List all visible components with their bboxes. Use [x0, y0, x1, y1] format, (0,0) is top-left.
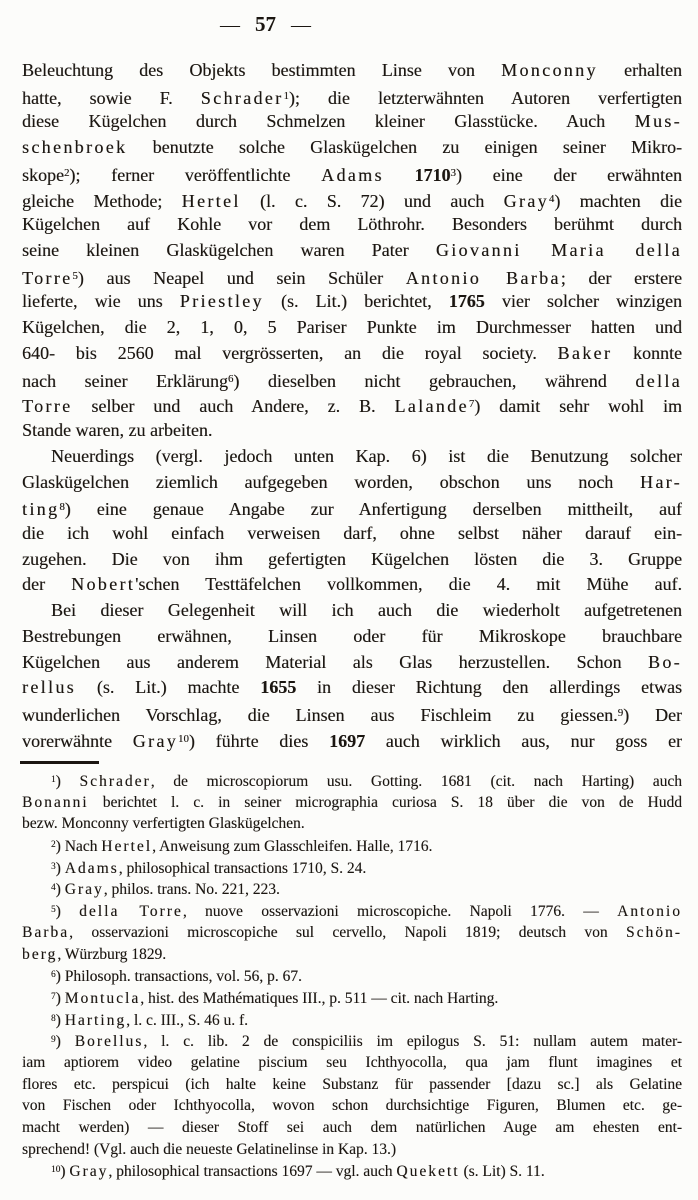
text-run: der: [22, 574, 72, 595]
text-run: ); ferner veröffentlichte: [69, 164, 322, 185]
footnote-marker: 4: [548, 192, 555, 205]
paragraph: [22, 987, 682, 1009]
text-line: [22, 624, 682, 650]
text-run: Hertel: [101, 838, 153, 856]
text-run: , hist. des Mathématiques III., p. 511 — cit. nach Harting.: [140, 990, 499, 1008]
text-run: , philosophical transactions 1697 — vgl. auch: [108, 1163, 397, 1181]
footnote-line: [22, 900, 682, 922]
text-run: Priestley: [179, 291, 264, 312]
text-run: , Würzburg 1829.: [57, 945, 167, 963]
text-line: [22, 238, 682, 264]
footnote-marker: 9: [617, 706, 624, 719]
text-line: [22, 212, 682, 238]
text-run: Gray: [132, 730, 179, 751]
footnote-marker: 4: [51, 883, 56, 894]
text-run: Monconny: [501, 60, 598, 80]
text-run: ) eine der erwähnten: [455, 164, 682, 185]
text-run: benutzte solche Glaskügelchen zu einigen seiner Mikro-: [127, 137, 682, 158]
footnote-marker: 3: [51, 861, 56, 872]
text-line: [22, 341, 682, 367]
text-run: diese Kügelchen durch Schmelzen kleiner Glasstücke. Auch: [22, 111, 635, 132]
footnote-line: [22, 1160, 682, 1182]
text-line: [22, 264, 682, 290]
text-run: ); die letzterwähnten Autoren verfertigten: [288, 87, 682, 108]
text-run: nach seiner Erklärung: [22, 370, 228, 391]
footnote-line: [22, 835, 682, 857]
paragraph: [22, 1030, 682, 1160]
footnote-marker: 6: [51, 970, 56, 981]
text-run: Torre: [22, 267, 73, 288]
text-run: lieferte, wie uns: [22, 291, 180, 312]
text-run: selber und auch Andere, z. B.: [72, 396, 395, 417]
page-header: [22, 12, 682, 37]
footnote-marker: 10: [178, 732, 189, 745]
text-run: ) aus Neapel und sein Schüler: [77, 267, 406, 288]
text-run: skope: [22, 164, 64, 185]
footnote-marker: 2: [51, 840, 56, 851]
text-run: bezw. Monconny verfertigten Glaskügelchen.: [22, 815, 305, 833]
text-run: ) damit sehr wohl im: [474, 396, 682, 417]
text-line: [22, 444, 682, 470]
body-text: [22, 58, 682, 752]
text-line: [22, 187, 682, 213]
text-run: ): [55, 773, 80, 791]
text-run: ): [55, 1011, 65, 1029]
text-run: , philosophical transactions 1710, S. 24.: [118, 859, 367, 877]
text-run: flores etc. perspicui (ich halte keine Substanz für passender [dazu sc.] als Gelatine: [22, 1075, 682, 1093]
footnote-marker: 8: [59, 501, 65, 514]
text-run: 640- bis 2560 mal vergrösserten, an die royal society.: [22, 342, 558, 363]
text-run: Gray: [64, 881, 104, 899]
paragraph: [22, 1160, 682, 1182]
text-line: [22, 418, 682, 444]
text-run: Nobert: [71, 574, 136, 595]
footnote-marker: 9: [51, 1035, 56, 1046]
text-run: vier solcher winzigen: [484, 291, 682, 312]
text-run: Stande waren, zu arbeiten.: [22, 420, 213, 441]
paragraph: [22, 58, 682, 444]
paragraph: [22, 598, 682, 752]
text-run: iam aptiorem video gelatine piscium seu Ichthyocolla, qua jam flunt imagines et: [22, 1053, 682, 1071]
text-run: ) führte dies: [188, 730, 330, 751]
text-run: ): [55, 881, 65, 899]
footnote-marker: 7: [51, 991, 56, 1002]
footnote-line: [22, 878, 682, 900]
footnote-line: [22, 792, 682, 814]
text-line: [22, 470, 682, 496]
text-run: Kügelchen, die 2, 1, 0, 5 Pariser Punkte im Durchmesser hatten und: [22, 317, 682, 338]
header-dash-right: —: [291, 14, 311, 36]
text-run: sprechend! (Vgl. auch die neueste Gelatinelinse in Kap. 13.): [22, 1140, 397, 1158]
footnote-line: [22, 1030, 682, 1052]
text-run: schenbroek: [22, 137, 128, 158]
text-line: [22, 727, 682, 753]
text-run: [384, 165, 415, 185]
text-run: Bestrebungen erwähnen, Linsen oder für Mikroskope brauchbare: [22, 625, 682, 646]
text-run: die ich wohl einfach verweisen darf, ohne selbst näher darauf ein-: [22, 522, 682, 543]
text-line: [22, 109, 682, 135]
text-run: macht werden) — dieser Stoff sei auch dem natürlichen Auge am ehesten ent-: [22, 1119, 682, 1136]
text-line: [22, 701, 682, 727]
text-run: 1655: [260, 677, 297, 698]
footnote-line: [22, 1052, 682, 1074]
header-dash-left: —: [220, 14, 240, 36]
text-line: [22, 547, 682, 573]
text-run: Adams: [321, 164, 384, 185]
text-run: Barba: [22, 923, 70, 941]
text-run: Antonio: [617, 903, 682, 921]
text-run: ) Philosoph. transactions, vol. 56, p. 67.: [55, 968, 302, 986]
text-run: Harting: [64, 1011, 127, 1029]
paragraph: [22, 965, 682, 987]
text-run: Torre: [22, 396, 73, 417]
text-line: [22, 367, 682, 393]
text-run: Bo-: [647, 651, 682, 672]
text-line: [22, 58, 682, 84]
text-run: seine kleinen Glaskügelchen waren Pater: [22, 240, 436, 261]
text-run: Bonanni: [22, 793, 89, 811]
footnote-marker: 1: [51, 775, 56, 785]
text-run: Glaskügelchen ziemlich aufgegeben worden, obschon uns noch: [22, 471, 641, 492]
paragraph: [22, 857, 682, 879]
text-line: [22, 392, 682, 418]
footnote-line: [22, 944, 682, 966]
footnote-marker: 7: [468, 398, 475, 411]
footnote-marker: 2: [64, 166, 70, 179]
text-run: Beleuchtung des Objekts bestimmten Linse von: [22, 60, 502, 80]
text-line: [22, 598, 682, 624]
text-run: Kügelchen aus anderem Material als Glas herzustellen. Schon: [22, 651, 648, 672]
text-run: , osservazioni microscopiche sul cervello, Napoli 1819; deutsch von: [69, 923, 626, 941]
text-run: zugehen. Die von ihm gefertigten Kügelchen lösten die 3. Gruppe: [22, 548, 682, 569]
footnote-line: [22, 965, 682, 987]
paragraph: [22, 1009, 682, 1031]
text-run: Giovanni Maria della: [435, 240, 682, 261]
text-line: [22, 161, 682, 187]
text-run: ; der erstere: [560, 267, 682, 288]
text-run: 1710: [414, 164, 451, 185]
text-run: von Fischen oder Ichthyocolla, wovon schon durchsichtige Figuren, Blumen etc. ge-: [22, 1097, 682, 1115]
footnote-line: [22, 770, 682, 792]
text-run: konnte: [612, 342, 682, 363]
text-run: vorerwähnte: [22, 730, 133, 751]
text-run: (s. Lit.) berichtet,: [263, 291, 449, 312]
text-run: (s. Lit) S. 11.: [459, 1163, 545, 1181]
text-run: 'schen Testtäfelchen vollkommen, die 4. mit Mühe auf.: [135, 574, 682, 595]
footnote-separator: [20, 761, 99, 764]
text-run: Har-: [640, 471, 682, 492]
text-run: , l. c. III., S. 46 u. f.: [126, 1011, 248, 1029]
text-run: (l. c. S. 72) und auch: [240, 190, 504, 211]
footnote-line: [22, 813, 682, 835]
text-run: Lalande: [394, 396, 469, 417]
footnote-line: [22, 1139, 682, 1161]
text-run: ): [55, 990, 65, 1008]
text-run: rellus: [22, 677, 77, 698]
paragraph: [22, 835, 682, 857]
footnote-marker: 3: [450, 166, 456, 179]
text-run: berg: [22, 945, 58, 963]
text-line: [22, 315, 682, 341]
footnote-line: [22, 1095, 682, 1117]
text-run: Adams: [64, 859, 119, 877]
text-run: berichtet l. c. in seiner micrographia curiosa S. 18 über die von de Hudd: [88, 793, 682, 811]
text-line: [22, 521, 682, 547]
text-run: ) Nach: [55, 838, 102, 856]
text-run: ) Der: [623, 704, 682, 725]
text-run: Quekett: [396, 1163, 460, 1181]
text-line: [22, 289, 682, 315]
text-run: Mus-: [634, 111, 682, 132]
text-run: , nuove osservazioni microscopiche. Napoli 1776. —: [182, 903, 618, 921]
text-line: [22, 650, 682, 676]
text-run: Montucla: [64, 990, 141, 1008]
footnote-marker: 8: [51, 1013, 56, 1024]
footnote-line: [22, 987, 682, 1009]
footnote-marker: 1: [283, 89, 289, 102]
text-run: ) eine genaue Angabe zur Anfertigung derselben mittheilt, auf: [64, 499, 682, 520]
text-run: , de microscopiorum usu. Gotting. 1681 (cit. nach Harting) auch: [150, 773, 682, 791]
text-run: ) machten die: [554, 190, 682, 211]
text-run: Bei dieser Gelegenheit will ich auch die wiederholt aufgetretenen: [51, 600, 682, 621]
paragraph: [22, 770, 682, 835]
footnote-marker: 10: [51, 1165, 61, 1176]
page-number: 57: [255, 12, 276, 36]
text-run: della: [635, 370, 682, 391]
text-run: ): [60, 1163, 70, 1181]
text-run: (s. Lit.) machte: [76, 677, 261, 698]
text-run: 1765: [448, 291, 485, 312]
text-run: della Torre: [79, 903, 183, 921]
footnote-marker: 5: [51, 905, 56, 916]
text-run: Borellus: [74, 1033, 144, 1051]
footnote-line: [22, 922, 682, 944]
text-run: , l. c. lib. 2 de conspiciliis im epilogus S. 51: nullam autem mater-: [143, 1033, 682, 1051]
text-run: hatte, sowie F.: [22, 87, 201, 108]
text-run: ): [55, 859, 65, 877]
text-run: Schön-: [625, 923, 682, 941]
footnote-line: [22, 1074, 682, 1096]
paragraph: [22, 444, 682, 598]
text-line: [22, 572, 682, 598]
text-run: Gray: [69, 1163, 109, 1181]
footnote-marker: 5: [72, 269, 78, 282]
footnote-line: [22, 1117, 682, 1139]
text-run: gleiche Methode;: [22, 190, 182, 211]
footnote-marker: 6: [227, 372, 234, 385]
text-run: Baker: [557, 342, 613, 363]
text-run: in dieser Richtung den allerdings etwas: [296, 677, 682, 698]
text-run: , Anweisung zum Glasschleifen. Halle, 1716.: [152, 838, 433, 856]
footnote-line: [22, 857, 682, 879]
text-line: [22, 84, 682, 110]
text-run: ): [55, 903, 80, 921]
text-line: [22, 495, 682, 521]
text-line: [22, 135, 682, 161]
text-run: ting: [22, 499, 60, 520]
text-run: Schrader: [200, 87, 284, 108]
text-run: Antonio Barba: [405, 267, 561, 288]
text-run: Hertel: [181, 190, 241, 211]
text-line: [22, 675, 682, 701]
text-run: 1697: [329, 730, 366, 751]
text-run: Schrader: [79, 773, 151, 791]
text-run: , philos. trans. No. 221, 223.: [103, 881, 280, 899]
text-run: Neuerdings (vergl. jedoch unten Kap. 6) ist die Benutzung solcher: [51, 445, 682, 466]
paragraph: [22, 878, 682, 900]
text-run: wunderlichen Vorschlag, die Linsen aus Fischleim zu giessen.: [22, 704, 618, 725]
text-run: ): [55, 1033, 75, 1051]
text-run: ) dieselben nicht gebrauchen, während: [233, 370, 636, 391]
text-run: auch wirklich aus, nur goss er: [365, 730, 682, 751]
text-run: Gray: [503, 190, 549, 211]
paragraph: [22, 900, 682, 965]
footnote-line: [22, 1009, 682, 1031]
text-run: Kügelchen auf Kohle vor dem Löthrohr. Besonders berühmt durch: [22, 214, 682, 235]
text-run: erhalten: [597, 60, 682, 80]
footnotes-section: [22, 770, 682, 1182]
